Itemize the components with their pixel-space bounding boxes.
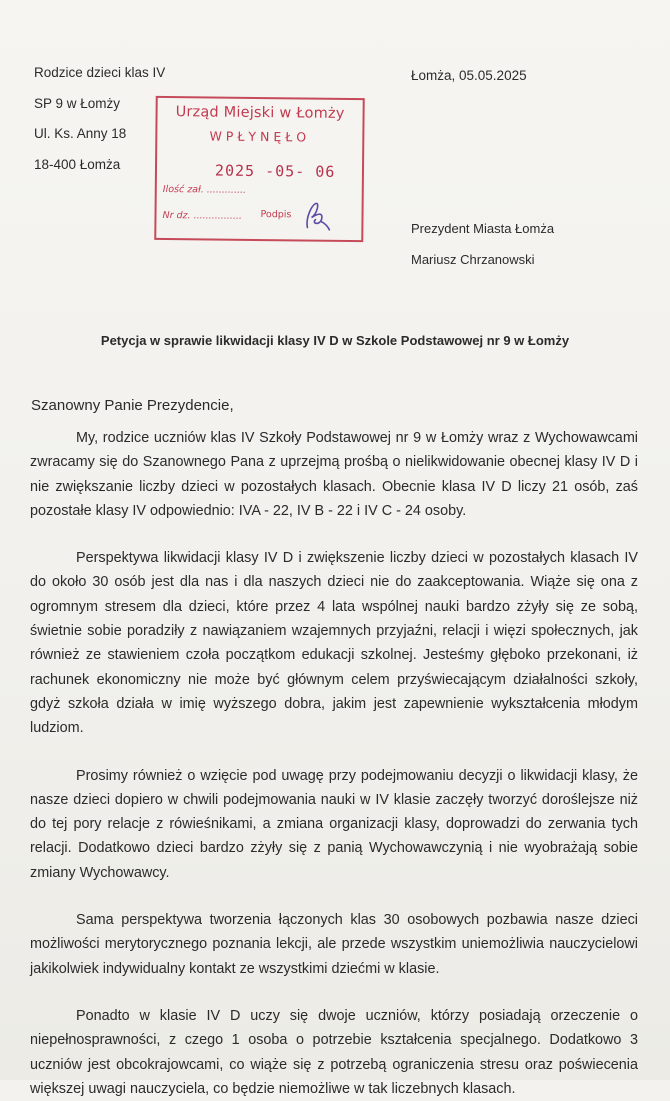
stamp-subtitle: WPŁYNĘŁO — [209, 128, 311, 145]
recipient-line-2: Mariusz Chrzanowski — [411, 252, 535, 267]
stamp-attachments-label: Ilość zał. ............. — [162, 183, 247, 196]
sender-line-2: SP 9 w Łomży — [34, 95, 121, 111]
handwritten-signature-icon — [301, 199, 331, 231]
recipient-address — [411, 213, 554, 275]
letter-body — [30, 426, 638, 1101]
paragraph-2: Perspektywa likwidacji klasy IV D i zwiększenie liczby dzieci w pozostałych klasach IV do około 30 osób jest dla nas i dla naszych dzieci nie do zaakceptowania. Wiąże się ona z ogromnym stresem dla dzieci, które przez 4 lata wspólnej nauki bardzo zżyły się ze sobą, świetnie sobie poradziły z nawiązaniem wzajemnych przyjaźni, relacji i więzi społecznych, jak również ze stawieniem czoła początkom edukacji szkolnej. Jesteśmy głęboko przekonani, iż rachunek ekonomiczny nie może być głównym celem przyświecającym działalności szkoły, gdyż szkoła działa w imię wyższego dobra, jakim jest zapewnienie wykształcenia młodym ludziom. — [30, 550, 638, 737]
stamp-signature-label: Podpis — [260, 209, 292, 221]
recipient-line-1: Prezydent Miasta Łomża — [411, 221, 555, 236]
sender-line-4: 18-400 Łomża — [34, 156, 121, 172]
sender-address — [34, 58, 165, 180]
paragraph-3: Prosimy również o wzięcie pod uwagę przy podejmowaniu decyzji o likwidacji klasy, że nasze dzieci dopiero w chwili podejmowania nauki w IV klasie zaczęły tworzyć doroślejsze niż do tej pory relacje z rówieśnikami, a zmiana organizacji klasy, doprowadzi do zerwania tych relacji. Dodatkowo dzieci bardzo zżyły się z panią Wychowawczynią i nie wyobrażają sobie zmiany Wychowawcy. — [30, 767, 638, 881]
stamp-title: Urząd Miejski w Łomży — [175, 104, 345, 122]
sender-line-1: Rodzice dzieci klas IV — [34, 65, 166, 80]
salutation: Szanowny Panie Prezydencie, — [31, 397, 234, 414]
paragraph-5: Ponadto w klasie IV D uczy się dwoje uczniów, którzy posiadają orzeczenie o niepełnosprawności, z czego 1 osoba o potrzebie kształcenia specjalnego. Dodatkowo 3 uczniów jest obcokrajowcami, co wiąże się z potrzebą ograniczenia stresu oraz poświecenia większej uwagi nauczyciela, co będzie niemożliwe w tak liczebnych klasach. — [30, 1007, 638, 1097]
paragraph-1: My, rodzice uczniów klas IV Szkoły Podstawowej nr 9 w Łomży wraz z Wychowawcami zwracamy się do Szanownego Pana z uprzejmą prośbą o nielikwidowanie obecnej klasy IV D i nie zwiększanie liczby dzieci w pozostałych klasach. Obecnie klasa IV D liczy 21 osób, zaś pozostałe klasy IV odpowiednio: IVA - 22, IV B - 22 i IV C - 24 osoby. — [30, 430, 638, 519]
stamp-number-label: Nr dz. ................ — [162, 209, 242, 222]
received-stamp — [154, 96, 364, 242]
letter-date: Łomża, 05.05.2025 — [411, 68, 527, 83]
document-title: Petycja w sprawie likwidacji klasy IV D w Szkole Podstawowej nr 9 w Łomży — [100, 333, 570, 348]
stamp-date: 2025 -05- 06 — [214, 161, 336, 181]
paragraph-4: Sama perspektywa tworzenia łączonych klas 30 osobowych pozbawia nasze dzieci możliwości merytorycznego poznania lekcji, ale przede wszystkim uniemożliwia nauczycielowi jakikolwiek indywidualny kontakt ze wszystkimi dziećmi w klasie. — [30, 912, 638, 977]
sender-line-3: Ul. Ks. Anny 18 — [34, 126, 127, 141]
